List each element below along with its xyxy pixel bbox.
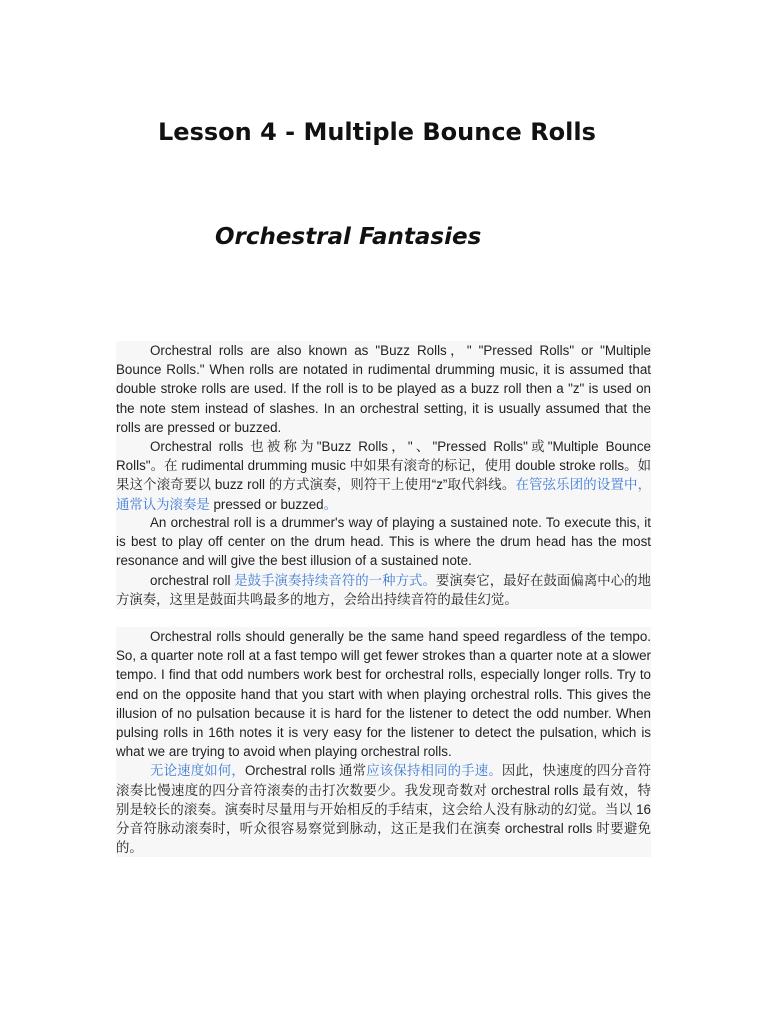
chinese-text: pressed or buzzed	[209, 496, 324, 512]
highlighted-text: 是鼓手演奏持续音符的一种方式。	[234, 572, 436, 588]
paragraph-block-1	[116, 341, 651, 514]
paragraph-chinese-2	[116, 571, 651, 609]
paragraph-english-2: An orchestral roll is a drummer's way of playing a sustained note. To execute this, it is best to play off center on the drum head. This is where the drum head has the most resonance and will give the best illusion of a sustained note.	[116, 513, 651, 571]
paragraph-chinese-3	[116, 761, 651, 857]
chinese-text: Orchestral rolls 也被称为"Buzz Rolls，"、"Pressed Rolls"或"Multiple Bounce Rolls"。在 rudimental drumming music 中如果有滚奇的标记，使用 double stroke rolls。如果这个滚奇要以 buzz roll 的方式演奏，则符干上使用“z”取代斜线。	[116, 439, 651, 493]
highlighted-text: 。	[323, 496, 338, 512]
page-title: Lesson 4 - Multiple Bounce Rolls	[158, 118, 596, 146]
section-subtitle: Orchestral Fantasies	[215, 224, 482, 250]
highlighted-text: 应该保持相同的手速。	[366, 763, 502, 779]
chinese-text: 因此，快速度的四分音符滚奏比慢速度的四分音符滚奏的击打次数要少。我发现奇数对 orchestral rolls 最有效，特别是较长的滚奏。演奏时尽量用与开始相反的手结束，这会给人没有脉动的幻觉。当以 16 分音符脉动滚奏时，听众很容易察觉到脉动，这正是我们在演奏 orchestral rolls 时要避免的。	[116, 763, 651, 856]
paragraph-block-2	[116, 513, 651, 609]
paragraph-block-3	[116, 627, 651, 857]
paragraph-english-1: Orchestral rolls are also known as "Buzz Rolls，" "Pressed Rolls" or "Multiple Bounce Rolls." When rolls are notated in rudimental drumming music, it is assumed that double stroke rolls are used. If the roll is to be played as a buzz roll then a "z" is used on the note stem instead of slashes. In an orchestral setting, it is usually assumed that the rolls are pressed or buzzed.	[116, 341, 651, 437]
chinese-text: 要演奏它，最好在鼓面偏离中心的地方演奏，这里是鼓面共鸣最多的地方，会给出持续音符的最佳幻觉。	[116, 572, 651, 607]
paragraph-chinese-1	[116, 437, 651, 514]
chinese-text: Orchestral rolls 通常	[244, 763, 367, 779]
paragraph-english-3: Orchestral rolls should generally be the same hand speed regardless of the tempo. So, a quarter note roll at a fast tempo will get fewer strokes than a quarter note at a slower tempo. I find that odd numbers work best for orchestral rolls, especially longer rolls. Try to end on the opposite hand that you start with when playing orchestral rolls. This gives the illusion of no pulsation because it is hard for the listener to detect the odd number. When pulsing rolls in 16th notes it is very easy for the listener to detect the pulsation, which is what we are trying to avoid when playing orchestral rolls.	[116, 627, 651, 761]
highlighted-text: 在管弦乐团的设置中，通常认为滚奏是	[116, 477, 651, 512]
highlighted-text: 无论速度如何，	[150, 763, 245, 779]
chinese-text: orchestral roll	[150, 572, 235, 588]
